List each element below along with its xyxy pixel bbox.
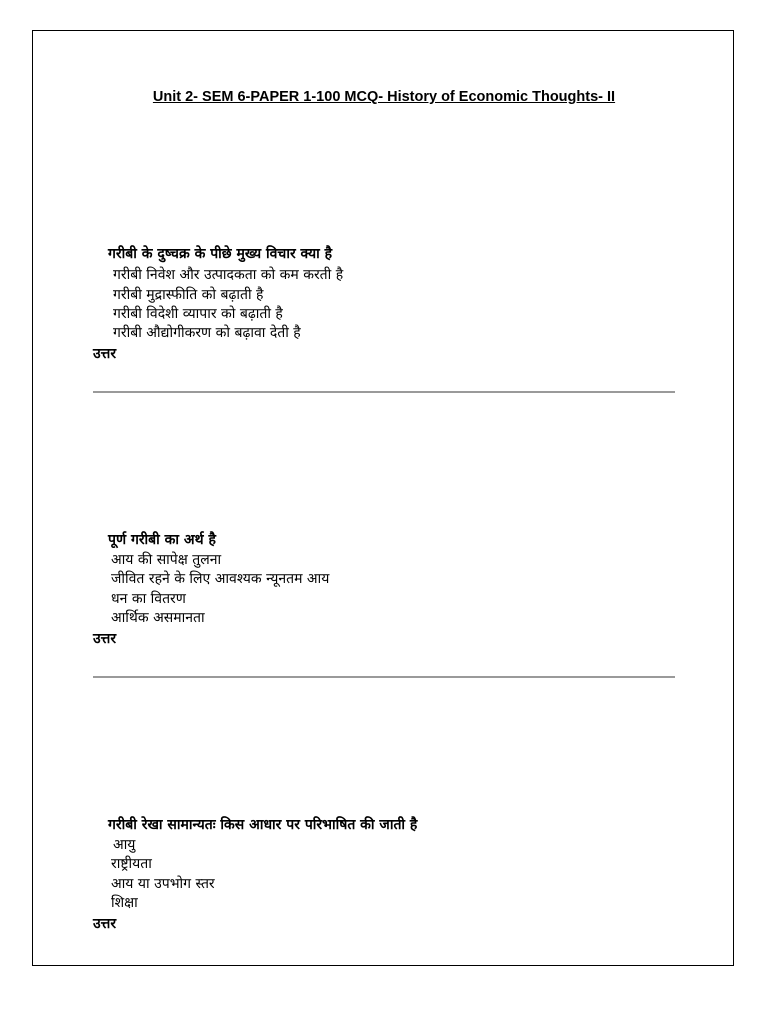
option-4: गरीबी औद्योगीकरण को बढ़ावा देती है [113,325,301,341]
option-3: गरीबी विदेशी व्यापार को बढ़ाती है [113,306,283,322]
option-1: आयु [113,837,136,853]
answer-label: उत्तर [93,631,117,647]
option-2: जीवित रहने के लिए आवश्यक न्यूनतम आय [111,571,330,587]
question-text: पूर्ण गरीबी का अर्थ है [108,532,216,548]
option-2: गरीबी मुद्रास्फीति को बढ़ाती है [113,287,264,303]
answer-label: उत्तर [93,346,117,362]
option-4: आर्थिक असमानता [111,610,205,626]
section-divider-2 [93,676,675,678]
option-3: आय या उपभोग स्तर [111,876,215,892]
option-2: राष्ट्रीयता [111,856,152,872]
option-1: आय की सापेक्ष तुलना [111,552,222,568]
section-divider-1 [93,391,675,393]
answer-label: उत्तर [93,916,117,932]
document-title: Unit 2- SEM 6-PAPER 1-100 MCQ- History of Economic Thoughts- II [152,89,616,105]
option-3: धन का वितरण [111,591,186,607]
question-text: गरीबी के दुष्चक्र के पीछे मुख्य विचार क्या है [108,246,333,262]
option-4: शिक्षा [111,895,138,911]
option-1: गरीबी निवेश और उत्पादकता को कम करती है [113,267,344,283]
question-text: गरीबी रेखा सामान्यतः किस आधार पर परिभाषित की जाती है [108,817,418,833]
